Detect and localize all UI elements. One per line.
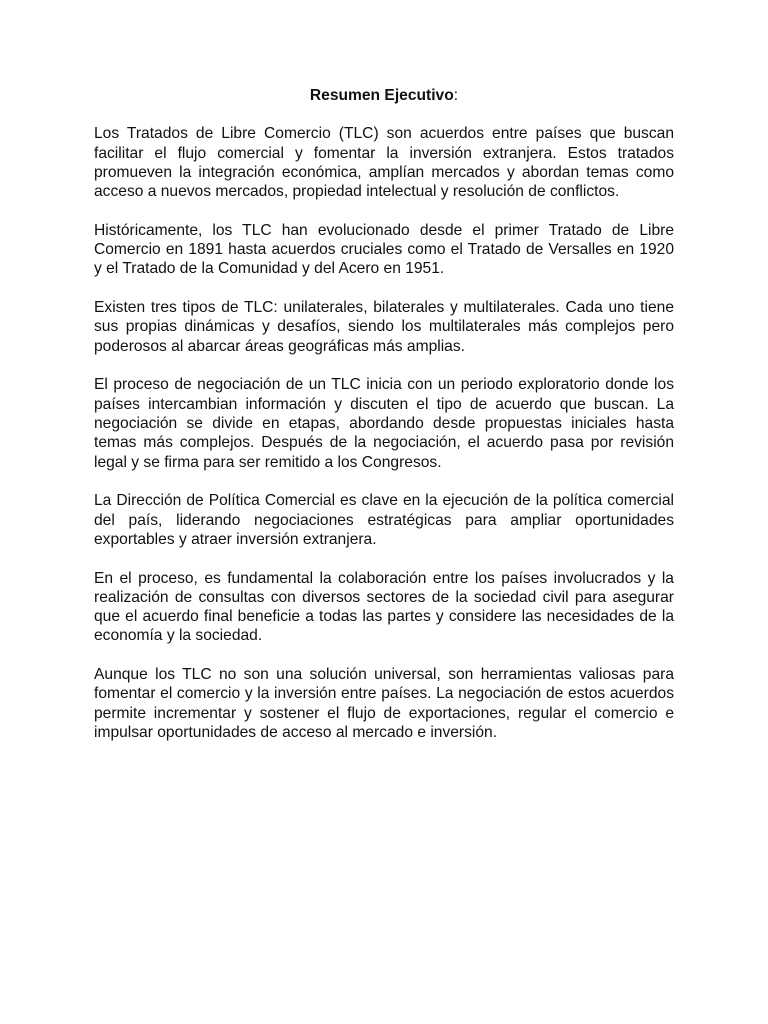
paragraph-history: Históricamente, los TLC han evolucionado desde el primer Tratado de Libre Comercio en 1891 hasta acuerdos cruciales como el Tratado de Versalles en 1920 y el Tratado de la Comunidad y del Acero en 1951. bbox=[94, 221, 674, 278]
paragraph-collaboration: En el proceso, es fundamental la colaboración entre los países involucrados y la realización de consultas con diversos sectores de la sociedad civil para asegurar que el acuerdo final beneficie a todas las partes y considere las necesidades de la economía y la sociedad. bbox=[94, 569, 674, 645]
paragraph-negotiation-process: El proceso de negociación de un TLC inicia con un periodo exploratorio donde los países intercambian información y discuten el tipo de acuerdo que buscan. La negociación se divide en etapas, abordando desde propuestas iniciales hasta temas más complejos. Después de la negociación, el acuerdo pasa por revisión legal y se firma para ser remitido a los Congresos. bbox=[94, 376, 674, 471]
paragraph-conclusion: Aunque los TLC no son una solución universal, son herramientas valiosas para fomentar el comercio y la inversión entre países. La negociación de estos acuerdos permite incrementar y sostener el flujo de exportaciones, regular el comercio e impulsar oportunidades de acceso al mercado e inversión. bbox=[94, 666, 674, 742]
title-text: Resumen Ejecutivo bbox=[309, 87, 454, 104]
paragraph-intro: Los Tratados de Libre Comercio (TLC) son acuerdos entre países que buscan facilitar el flujo comercial y fomentar la inversión extranjera. Estos tratados promueven la integración económica, amplían mercados y abordan temas como acceso a nuevos mercados, propiedad intelectual y resolución de conflictos. bbox=[94, 125, 674, 201]
paragraph-types: Existen tres tipos de TLC: unilaterales, bilaterales y multilaterales. Cada uno tiene sus propias dinámicas y desafíos, siendo los multilaterales más complejos pero poderosos al abarcar áreas geográficas más amplias. bbox=[94, 299, 674, 355]
paragraph-commercial-policy: La Dirección de Política Comercial es clave en la ejecución de la política comercial del país, liderando negociaciones estratégicas para ampliar oportunidades exportables y atraer inversión extranjera. bbox=[94, 492, 674, 548]
title-colon: : bbox=[453, 87, 459, 104]
document-title bbox=[94, 86, 674, 105]
